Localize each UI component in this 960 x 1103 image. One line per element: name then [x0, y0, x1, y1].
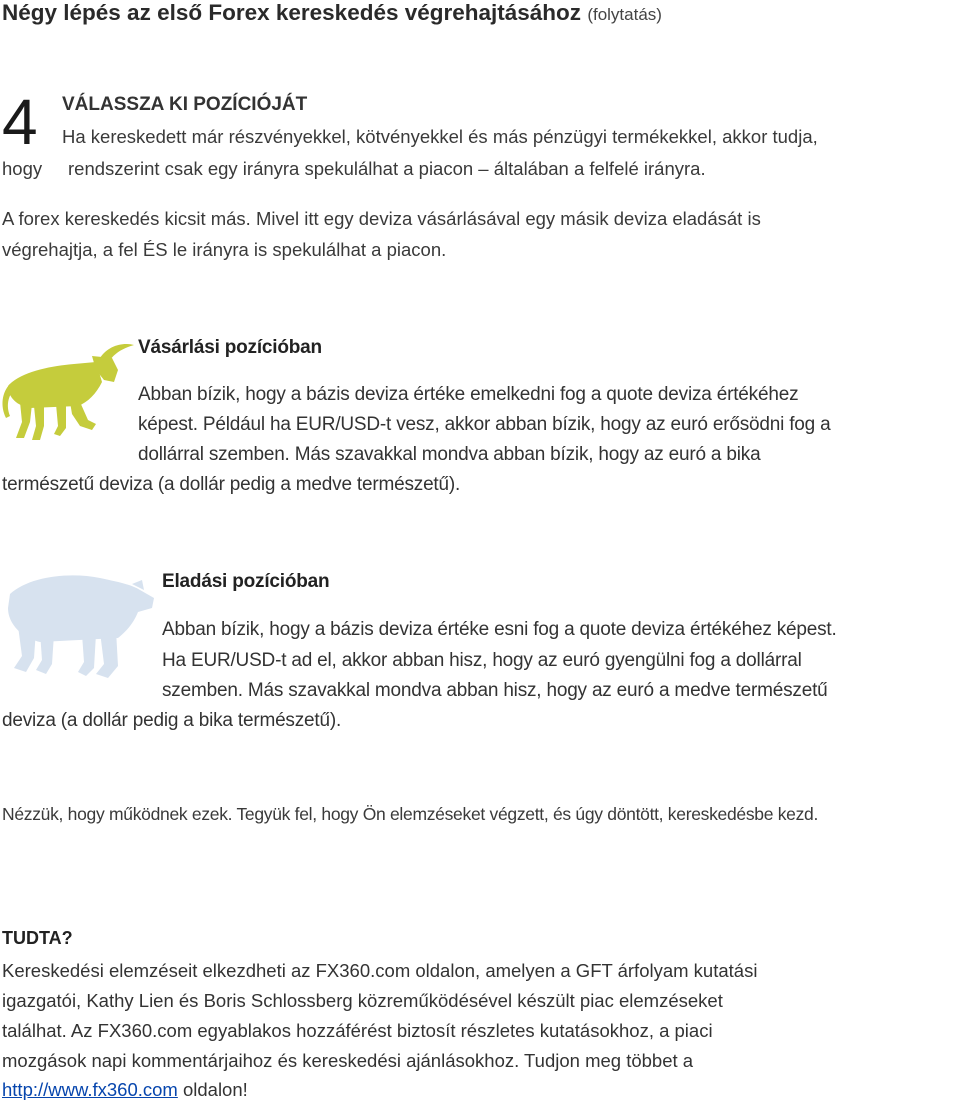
- tip-heading: TUDTA?: [2, 928, 73, 948]
- fx360-link[interactable]: http://www.fx360.com: [2, 1079, 178, 1100]
- sell-heading: Eladási pozícióban: [162, 571, 330, 592]
- sell-line-1: Abban bízik, hogy a bázis deviza értéke esni fog a quote deviza értékéhez képest.: [162, 619, 837, 640]
- sell-line-3: szemben. Más szavakkal mondva abban hisz, hogy az euró a medve természetű: [162, 680, 828, 701]
- transition-text: Nézzük, hogy működnek ezek. Tegyük fel, hogy Ön elemzéseket végzett, és úgy döntött, kereskedésbe kezd.: [2, 804, 819, 824]
- intro-line-2b: rendszerint csak egy irányra spekulálhat a piacon – általában a felfelé irányra.: [68, 158, 706, 179]
- intro-line-2a: hogy: [2, 158, 43, 179]
- tip-line-1: Kereskedési elemzéseit elkezdheti az FX360.com oldalon, amelyen a GFT árfolyam kutatási: [2, 960, 758, 981]
- step-number: 4: [2, 86, 38, 158]
- bear-icon: [0, 568, 160, 680]
- title-text: Négy lépés az első Forex kereskedés végrehajtásához: [2, 0, 582, 25]
- para2-line-1: A forex kereskedés kicsit más. Mivel itt egy deviza vásárlásával egy másik deviza eladását is: [2, 208, 761, 229]
- buy-line-4: természetű deviza (a dollár pedig a medve természetű).: [2, 474, 461, 495]
- buy-line-1: Abban bízik, hogy a bázis deviza értéke emelkedni fog a quote deviza értékéhez: [138, 384, 799, 405]
- tip-line-4: mozgások napi kommentárjaihoz és kereskedési ajánlásokhoz. Tudjon meg többet a: [2, 1050, 694, 1071]
- sell-line-4: deviza (a dollár pedig a bika természetű).: [2, 710, 342, 731]
- buy-line-3: dollárral szemben. Más szavakkal mondva abban bízik, hogy az euró a bika: [138, 444, 761, 465]
- title-subtitle: (folytatás): [587, 5, 662, 24]
- intro-line-1: Ha kereskedett már részvényekkel, kötvényekkel és más pénzügyi termékekkel, akkor tudja,: [62, 126, 818, 147]
- sell-line-2: Ha EUR/USD-t ad el, akkor abban hisz, hogy az euró gyengülni fog a dollárral: [162, 650, 802, 671]
- buy-heading: Vásárlási pozícióban: [138, 337, 322, 358]
- bull-icon: [0, 336, 138, 442]
- tip-line-3: találhat. Az FX360.com egyablakos hozzáférést biztosít részletes kutatásokhoz, a piaci: [2, 1020, 713, 1041]
- tip-link-line: [2, 1079, 248, 1101]
- buy-line-2: képest. Például ha EUR/USD-t vesz, akkor abban bízik, hogy az euró erősödni fog a: [138, 414, 831, 435]
- para2-line-2: végrehajtja, a fel ÉS le irányra is spekulálhat a piacon.: [2, 239, 447, 260]
- step-heading: VÁLASSZA KI POZÍCIÓJÁT: [62, 94, 308, 115]
- tip-line-2: igazgatói, Kathy Lien és Boris Schlossberg közreműködésével készült piac elemzéseket: [2, 990, 723, 1011]
- page-title: [2, 0, 662, 26]
- tip-link-suffix: oldalon!: [177, 1079, 248, 1100]
